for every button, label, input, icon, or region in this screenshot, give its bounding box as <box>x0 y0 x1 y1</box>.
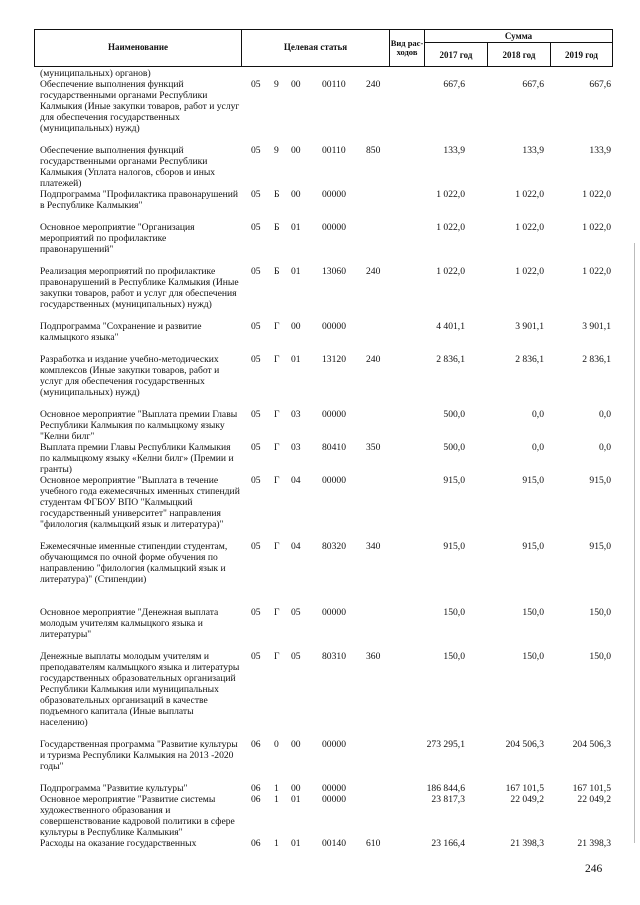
sum-2018: 133,9 <box>522 145 544 156</box>
table-header <box>34 29 613 67</box>
target-event-code: 01 <box>291 354 301 365</box>
target-subprogram-code: Г <box>274 651 280 662</box>
row-name: Основное мероприятие "Выплата премии Главы Республики Калмыкия по калмыцкому языку "Келни билг" <box>40 409 238 442</box>
row-name: Реализация мероприятий по профилактике правонарушений в Республике Калмыкия (Иные закупки товаров, работ и услуг для обеспечения государственных (муниципальных) нужд) <box>40 266 239 310</box>
sum-2018: 21 398,3 <box>510 838 544 849</box>
target-event-code: 00 <box>291 145 301 156</box>
target-direction-code: 00000 <box>322 321 346 332</box>
sum-2018: 1 022,0 <box>515 222 544 233</box>
sum-2018: 1 022,0 <box>515 189 544 200</box>
row-name: Расходы на оказание государственных <box>40 838 197 849</box>
header-year-2019: 2019 год <box>565 49 598 60</box>
target-program-code: 05 <box>251 222 261 233</box>
target-program-code: 05 <box>251 475 261 486</box>
row-name: Подпрограмма "Развитие культуры" <box>40 783 188 794</box>
sum-2019: 150,0 <box>589 607 611 618</box>
expense-kind-code: 240 <box>366 354 381 365</box>
sum-2017: 133,9 <box>443 145 465 156</box>
target-subprogram-code: 0 <box>274 739 279 750</box>
sum-2018: 0,0 <box>532 409 544 420</box>
sum-2018: 1 022,0 <box>515 266 544 277</box>
target-direction-code: 00000 <box>322 222 346 233</box>
header-expense-kind: Вид рас- ходов <box>390 37 424 57</box>
sum-2017: 23 817,3 <box>431 794 465 805</box>
header-target-article: Целевая статья <box>283 42 348 53</box>
target-direction-code: 00140 <box>322 838 346 849</box>
target-direction-code: 00110 <box>322 145 346 156</box>
target-direction-code: 00000 <box>322 607 346 618</box>
expense-kind-code: 350 <box>366 442 381 453</box>
target-direction-code: 00000 <box>322 409 346 420</box>
target-subprogram-code: 1 <box>274 794 279 805</box>
target-event-code: 00 <box>291 79 301 90</box>
target-direction-code: 13120 <box>322 354 346 365</box>
target-event-code: 03 <box>291 442 301 453</box>
sum-2019: 204 506,3 <box>572 739 611 750</box>
sum-2018: 150,0 <box>522 607 544 618</box>
sum-2017: 1 022,0 <box>436 189 465 200</box>
sum-2018: 167 101,5 <box>505 783 544 794</box>
row-name: Ежемесячные именные стипендии студентам, обучающимся по очной форме обучения по направлению "филология (калмыцкий язык и литература)" (Стипендии) <box>40 541 228 585</box>
target-program-code: 05 <box>251 189 261 200</box>
sum-2018: 2 836,1 <box>515 354 544 365</box>
sum-2017: 500,0 <box>443 409 465 420</box>
sum-2019: 22 049,2 <box>577 794 611 805</box>
target-program-code: 05 <box>251 409 261 420</box>
target-direction-code: 80310 <box>322 651 346 662</box>
target-program-code: 05 <box>251 321 261 332</box>
target-program-code: 05 <box>251 79 261 90</box>
target-subprogram-code: 9 <box>274 145 279 156</box>
sum-2017: 23 166,4 <box>431 838 465 849</box>
sum-2019: 667,6 <box>589 79 611 90</box>
target-event-code: 00 <box>291 739 301 750</box>
page-number: 246 <box>585 863 603 875</box>
sum-2018: 204 506,3 <box>505 739 544 750</box>
sum-2017: 150,0 <box>443 607 465 618</box>
sum-2018: 915,0 <box>522 475 544 486</box>
row-name: Денежные выплаты молодым учителям и преподавателям калмыцкого языка и литературы государственных образовательных организаций Республики Калмыкия или муниципальных образовательных организаций в качестве подъемного капитала (Иные выплаты населению) <box>40 651 240 728</box>
header-name: Наименование <box>108 42 168 53</box>
target-event-code: 03 <box>291 409 301 420</box>
row-name: Основное мероприятие "Организация мероприятий по профилактике правонарушений" <box>40 222 195 255</box>
row-name: Обеспечение выполнения функций государственными органами Республики Калмыкия (Иные закупки товаров, работ и услуг для обеспечения государственных (муниципальных) нужд) <box>40 79 240 134</box>
target-subprogram-code: 1 <box>274 783 279 794</box>
sum-2019: 2 836,1 <box>582 354 611 365</box>
target-event-code: 00 <box>291 321 301 332</box>
sum-2017: 273 295,1 <box>426 739 465 750</box>
target-event-code: 05 <box>291 607 301 618</box>
target-subprogram-code: Б <box>274 189 280 200</box>
sum-2018: 3 901,1 <box>515 321 544 332</box>
sum-2019: 915,0 <box>589 541 611 552</box>
sum-2019: 1 022,0 <box>582 266 611 277</box>
target-program-code: 05 <box>251 354 261 365</box>
row-name: Подпрограмма "Профилактика правонарушений в Республике Калмыкия" <box>40 189 239 211</box>
sum-2019: 0,0 <box>599 442 611 453</box>
sum-2017: 4 401,1 <box>436 321 465 332</box>
sum-2019: 0,0 <box>599 409 611 420</box>
row-name: Подпрограмма "Сохранение и развитие калмыцкого языка" <box>40 321 202 343</box>
target-direction-code: 13060 <box>322 266 346 277</box>
sum-2018: 915,0 <box>522 541 544 552</box>
row-name: Основное мероприятие "Развитие системы художественного образования и совершенствование кадровой политики в сфере культуры в Республике Калмыкия" <box>40 794 235 838</box>
target-event-code: 01 <box>291 838 301 849</box>
page-edge-line <box>634 243 635 843</box>
target-subprogram-code: Г <box>274 607 280 618</box>
expense-kind-code: 850 <box>366 145 381 156</box>
row-name: Разработка и издание учебно-методических комплексов (Иные закупки товаров, работ и услуг для обеспечения государственных (муниципальных) нужд) <box>40 354 220 398</box>
expense-kind-code: 610 <box>366 838 381 849</box>
target-direction-code: 00000 <box>322 739 346 750</box>
target-subprogram-code: Б <box>274 266 280 277</box>
sum-2019: 1 022,0 <box>582 222 611 233</box>
target-program-code: 05 <box>251 541 261 552</box>
target-direction-code: 00000 <box>322 189 346 200</box>
target-event-code: 00 <box>291 189 301 200</box>
sum-2017: 2 836,1 <box>436 354 465 365</box>
expense-kind-code: 360 <box>366 651 381 662</box>
sum-2017: 500,0 <box>443 442 465 453</box>
sum-2019: 915,0 <box>589 475 611 486</box>
sum-2018: 22 049,2 <box>510 794 544 805</box>
target-subprogram-code: Г <box>274 354 280 365</box>
sum-2019: 150,0 <box>589 651 611 662</box>
header-sum: Сумма <box>504 31 533 41</box>
target-event-code: 00 <box>291 783 301 794</box>
target-subprogram-code: Г <box>274 475 280 486</box>
row-name: (муниципальных) органов) <box>40 68 151 79</box>
sum-2017: 915,0 <box>443 475 465 486</box>
target-event-code: 01 <box>291 266 301 277</box>
target-event-code: 01 <box>291 794 301 805</box>
target-direction-code: 80320 <box>322 541 346 552</box>
sum-2019: 167 101,5 <box>572 783 611 794</box>
sum-2017: 1 022,0 <box>436 266 465 277</box>
target-event-code: 04 <box>291 475 301 486</box>
sum-2017: 1 022,0 <box>436 222 465 233</box>
sum-2019: 3 901,1 <box>582 321 611 332</box>
target-direction-code: 00110 <box>322 79 346 90</box>
target-event-code: 05 <box>291 651 301 662</box>
target-program-code: 05 <box>251 651 261 662</box>
target-direction-code: 80410 <box>322 442 346 453</box>
target-subprogram-code: Г <box>274 321 280 332</box>
target-program-code: 05 <box>251 607 261 618</box>
target-subprogram-code: 9 <box>274 79 279 90</box>
sum-2017: 186 844,6 <box>426 783 465 794</box>
target-direction-code: 00000 <box>322 783 346 794</box>
target-program-code: 05 <box>251 442 261 453</box>
target-program-code: 05 <box>251 145 261 156</box>
target-program-code: 06 <box>251 783 261 794</box>
target-subprogram-code: 1 <box>274 838 279 849</box>
sum-2018: 667,6 <box>522 79 544 90</box>
target-event-code: 04 <box>291 541 301 552</box>
sum-2017: 667,6 <box>443 79 465 90</box>
sum-2017: 915,0 <box>443 541 465 552</box>
target-program-code: 06 <box>251 794 261 805</box>
sum-2019: 133,9 <box>589 145 611 156</box>
row-name: Государственная программа "Развитие культуры и туризма Республики Калмыкия на 2013 -2020 годы" <box>40 739 238 772</box>
header-year-2017: 2017 год <box>439 49 473 60</box>
sum-2018: 0,0 <box>532 442 544 453</box>
target-direction-code: 00000 <box>322 475 346 486</box>
target-program-code: 06 <box>251 739 261 750</box>
target-event-code: 01 <box>291 222 301 233</box>
sum-2019: 1 022,0 <box>582 189 611 200</box>
expense-kind-code: 240 <box>366 79 381 90</box>
sum-2019: 21 398,3 <box>577 838 611 849</box>
target-subprogram-code: Г <box>274 541 280 552</box>
target-direction-code: 00000 <box>322 794 346 805</box>
target-subprogram-code: Б <box>274 222 280 233</box>
row-name: Основное мероприятие "Денежная выплата молодым учителям калмыцкого языка и литературы" <box>40 607 219 640</box>
sum-2017: 150,0 <box>443 651 465 662</box>
header-year-2018: 2018 год <box>502 49 536 60</box>
row-name: Основное мероприятие "Выплата в течение учебного года ежемесячных именных стипендий студентам ФГБОУ ВПО "Калмыцкий государственный университет" направления "филология (калмыцкий язык и литература)" <box>40 475 240 530</box>
expense-kind-code: 240 <box>366 266 381 277</box>
sum-2018: 150,0 <box>522 651 544 662</box>
target-program-code: 05 <box>251 266 261 277</box>
expense-kind-code: 340 <box>366 541 381 552</box>
row-name: Обеспечение выполнения функций государственными органами Республики Калмыкия (Уплата налогов, сборов и иных платежей) <box>40 145 216 189</box>
target-program-code: 06 <box>251 838 261 849</box>
row-name: Выплата премии Главы Республики Калмыкия по калмыцкому языку «Келни билг» (Премии и гранты) <box>40 442 234 475</box>
target-subprogram-code: Г <box>274 442 280 453</box>
target-subprogram-code: Г <box>274 409 280 420</box>
